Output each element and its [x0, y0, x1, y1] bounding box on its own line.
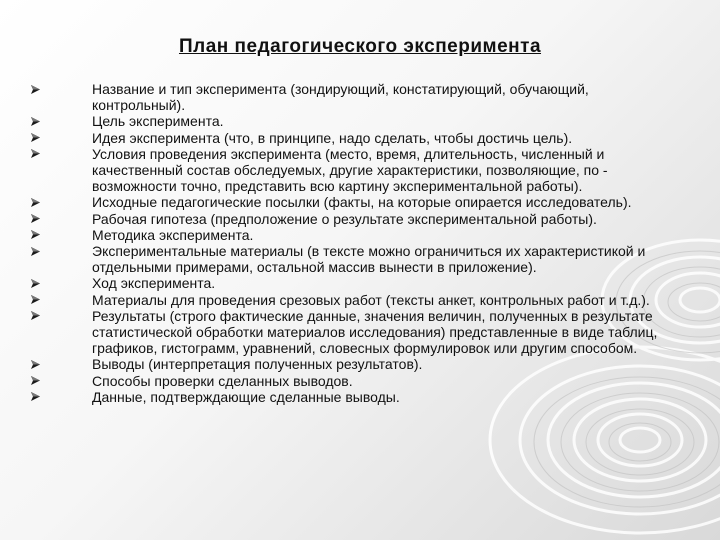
list-item-text: Название и тип эксперимента (зондирующий, констатирующий, обучающий, контрольный).: [92, 81, 589, 114]
list-item: [30, 227, 680, 243]
arrowhead-bullet-icon: [30, 211, 92, 227]
arrowhead-bullet-icon: [30, 130, 92, 146]
list-item: [30, 130, 680, 146]
list-item: [30, 211, 680, 227]
arrowhead-bullet-icon: [30, 194, 92, 210]
arrowhead-bullet-icon: [30, 227, 92, 243]
list-item: [30, 113, 680, 129]
list-item: [30, 292, 680, 308]
arrowhead-bullet-icon: [30, 373, 92, 389]
list-item-text: Идея эксперимента (что, в принципе, надо сделать, чтобы достичь цель).: [92, 129, 573, 146]
list-item: [30, 373, 680, 389]
arrowhead-bullet-icon: [30, 113, 92, 129]
plan-list: [30, 81, 680, 405]
list-item-text: Исходные педагогические посылки (факты, на которые опирается исследователь).: [92, 194, 632, 211]
arrowhead-bullet-icon: [30, 292, 92, 308]
arrowhead-bullet-icon: [30, 81, 92, 97]
list-item: [30, 275, 680, 291]
list-item: [30, 389, 680, 405]
list-item-text: Ход эксперимента.: [92, 275, 216, 292]
arrowhead-bullet-icon: [30, 243, 92, 259]
list-item-text: Выводы (интерпретация полученных результатов).: [92, 356, 423, 373]
list-item: [30, 146, 680, 195]
list-item-text: Цель эксперимента.: [92, 113, 224, 130]
list-item-text: Данные, подтверждающие сделанные выводы.: [92, 388, 400, 405]
arrowhead-bullet-icon: [30, 146, 92, 162]
list-item-text: Методика эксперимента.: [92, 226, 254, 243]
list-item-text: Рабочая гипотеза (предположение о результате экспериментальной работы).: [92, 210, 597, 227]
list-item: [30, 243, 680, 275]
list-item: [30, 194, 680, 210]
arrowhead-bullet-icon: [30, 275, 92, 291]
slide-title: План педагогического эксперимента: [178, 36, 542, 57]
arrowhead-bullet-icon: [30, 389, 92, 405]
list-item-text: Результаты (строго фактические данные, значения величин, полученных в результате статистической обработки материалов исследования) представленные в виде таблиц, графиков, гистограмм, уравнений, словесных формулировок или другим способом.: [92, 307, 658, 357]
list-item-text: Способы проверки сделанных выводов.: [92, 372, 353, 389]
arrowhead-bullet-icon: [30, 308, 92, 324]
arrowhead-bullet-icon: [30, 356, 92, 372]
list-item-text: Материалы для проведения срезовых работ (тексты анкет, контрольных работ и т.д.).: [92, 291, 650, 308]
list-item-text: Условия проведения эксперимента (место, время, длительность, численный и качественный состав обследуемых, другие характеристики, позволяющие, по - возможности точно, представить всю картину экспериментальной работы).: [92, 145, 608, 195]
list-item: [30, 356, 680, 372]
list-item: [30, 81, 680, 113]
list-item-text: Экспериментальные материалы (в тексте можно ограничиться их характеристикой и отдельными примерами, остальной массив вынести в приложение).: [92, 243, 646, 276]
list-item: [30, 308, 680, 357]
